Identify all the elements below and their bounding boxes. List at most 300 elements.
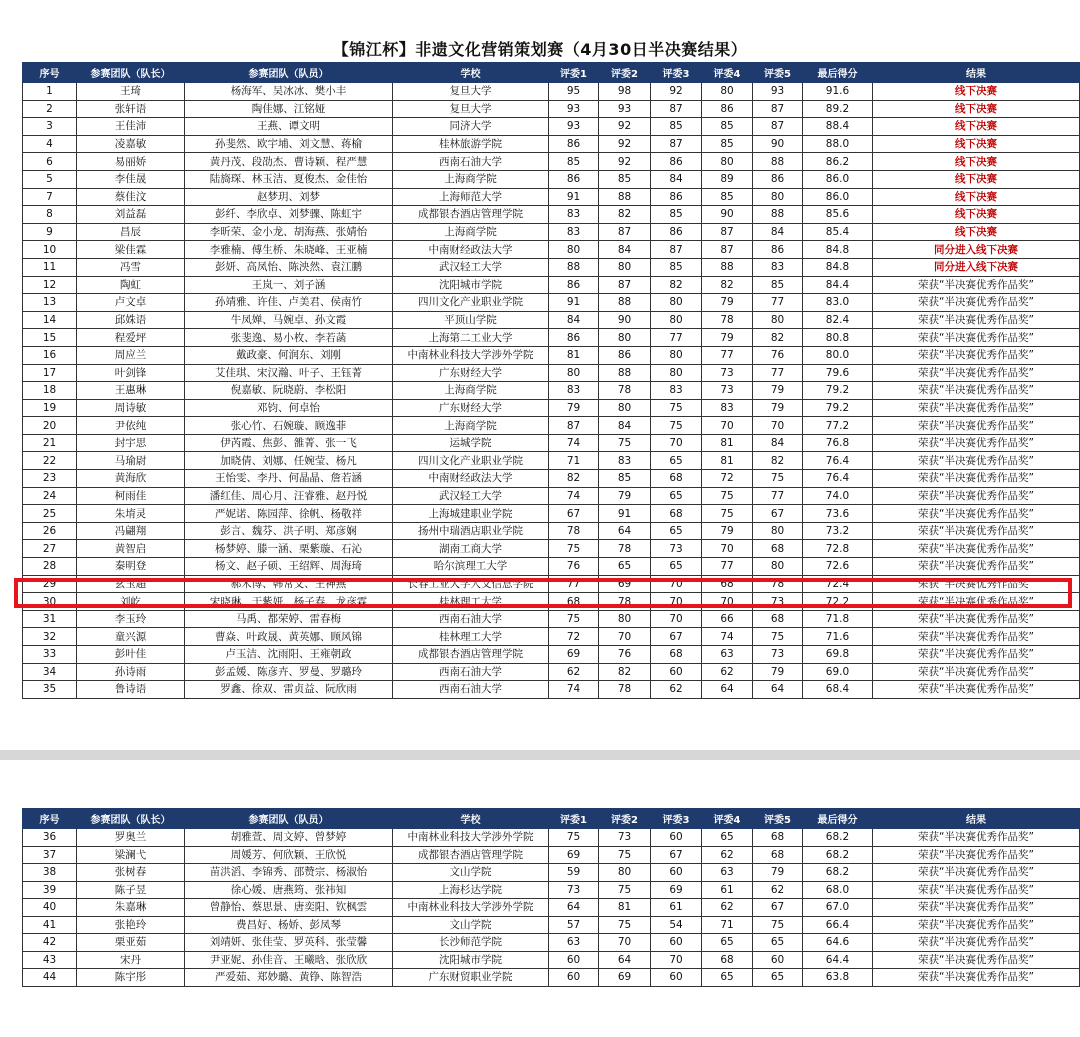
- cell-judge1: 87: [549, 417, 599, 435]
- cell-members: 张斐逸、易小枚、李若菡: [185, 329, 393, 347]
- cell-judge5: 84: [753, 223, 803, 241]
- page-separator: [0, 750, 1080, 760]
- cell-judge2: 75: [599, 434, 651, 452]
- cell-final-score: 91.6: [803, 83, 873, 101]
- cell-judge4: 80: [702, 83, 753, 101]
- cell-captain: 玄玉超: [77, 575, 185, 593]
- column-header-judge4: 评委4: [702, 63, 753, 83]
- cell-rank: 21: [23, 434, 77, 452]
- cell-result: 荣获“半决赛优秀作品奖”: [873, 399, 1080, 417]
- cell-rank: 3: [23, 118, 77, 136]
- cell-judge3: 65: [651, 558, 702, 576]
- cell-judge2: 98: [599, 83, 651, 101]
- cell-final-score: 64.4: [803, 951, 873, 969]
- cell-judge4: 62: [702, 846, 753, 864]
- cell-judge1: 75: [549, 610, 599, 628]
- cell-result: 荣获“半决赛优秀作品奖”: [873, 276, 1080, 294]
- cell-judge2: 78: [599, 681, 651, 699]
- cell-judge1: 91: [549, 188, 599, 206]
- cell-judge3: 85: [651, 258, 702, 276]
- cell-members: 王岚一、刘子涵: [185, 276, 393, 294]
- cell-rank: 35: [23, 681, 77, 699]
- cell-rank: 4: [23, 135, 77, 153]
- cell-judge1: 86: [549, 276, 599, 294]
- cell-judge5: 73: [753, 646, 803, 664]
- cell-result: 同分进入线下决赛: [873, 241, 1080, 259]
- cell-judge5: 83: [753, 258, 803, 276]
- cell-members: 赵梦玥、刘梦: [185, 188, 393, 206]
- cell-judge2: 75: [599, 846, 651, 864]
- cell-result: 荣获“半决赛优秀作品奖”: [873, 364, 1080, 382]
- cell-judge2: 91: [599, 505, 651, 523]
- cell-judge3: 80: [651, 311, 702, 329]
- table-row: [23, 916, 1080, 934]
- cell-members: 孙斐然、欧宇埔、刘文慧、蒋榆: [185, 135, 393, 153]
- table-row: [23, 610, 1080, 628]
- cell-captain: 彭叶佳: [77, 646, 185, 664]
- cell-members: 费昌好、杨娇、彭凤琴: [185, 916, 393, 934]
- cell-judge3: 87: [651, 241, 702, 259]
- cell-judge1: 73: [549, 881, 599, 899]
- cell-rank: 42: [23, 934, 77, 952]
- table-row: [23, 899, 1080, 917]
- table-row: [23, 294, 1080, 312]
- cell-result: 线下决赛: [873, 170, 1080, 188]
- cell-judge2: 83: [599, 452, 651, 470]
- cell-judge2: 80: [599, 610, 651, 628]
- cell-result: 荣获“半决赛优秀作品奖”: [873, 558, 1080, 576]
- cell-school: 上海城建职业学院: [393, 505, 549, 523]
- column-header-judge4: 评委4: [702, 809, 753, 829]
- cell-judge1: 71: [549, 452, 599, 470]
- cell-captain: 朱堉灵: [77, 505, 185, 523]
- cell-school: 上海师范大学: [393, 188, 549, 206]
- cell-judge1: 64: [549, 899, 599, 917]
- cell-judge5: 80: [753, 522, 803, 540]
- cell-judge3: 68: [651, 646, 702, 664]
- cell-result: 荣获“半决赛优秀作品奖”: [873, 881, 1080, 899]
- header-row-1: [23, 63, 1080, 83]
- table-row: [23, 593, 1080, 611]
- cell-judge2: 85: [599, 470, 651, 488]
- cell-judge5: 64: [753, 681, 803, 699]
- table-row: [23, 100, 1080, 118]
- cell-school: 同济大学: [393, 118, 549, 136]
- cell-judge4: 62: [702, 899, 753, 917]
- cell-school: 西南石油大学: [393, 663, 549, 681]
- cell-result: 荣获“半决赛优秀作品奖”: [873, 846, 1080, 864]
- table-row: [23, 241, 1080, 259]
- cell-rank: 29: [23, 575, 77, 593]
- column-header-judge3: 评委3: [651, 809, 702, 829]
- cell-judge3: 75: [651, 399, 702, 417]
- cell-judge2: 87: [599, 223, 651, 241]
- cell-school: 哈尔滨理工大学: [393, 558, 549, 576]
- cell-school: 沈阳城市学院: [393, 951, 549, 969]
- cell-judge2: 80: [599, 399, 651, 417]
- cell-result: 荣获“半决赛优秀作品奖”: [873, 522, 1080, 540]
- cell-school: 沈阳城市学院: [393, 276, 549, 294]
- cell-judge4: 89: [702, 170, 753, 188]
- cell-captain: 张艳玲: [77, 916, 185, 934]
- cell-rank: 23: [23, 470, 77, 488]
- cell-judge5: 80: [753, 188, 803, 206]
- cell-final-score: 89.2: [803, 100, 873, 118]
- cell-result: 线下决赛: [873, 135, 1080, 153]
- cell-rank: 14: [23, 311, 77, 329]
- cell-rank: 20: [23, 417, 77, 435]
- cell-judge4: 65: [702, 829, 753, 847]
- cell-judge4: 68: [702, 951, 753, 969]
- cell-result: 荣获“半决赛优秀作品奖”: [873, 294, 1080, 312]
- cell-judge1: 83: [549, 223, 599, 241]
- column-header-judge3: 评委3: [651, 63, 702, 83]
- column-header-judge5: 评委5: [753, 63, 803, 83]
- cell-judge4: 79: [702, 329, 753, 347]
- cell-judge2: 78: [599, 593, 651, 611]
- cell-rank: 44: [23, 969, 77, 987]
- cell-judge2: 93: [599, 100, 651, 118]
- column-header-members: 参赛团队（队员）: [185, 809, 393, 829]
- cell-judge5: 77: [753, 364, 803, 382]
- cell-judge5: 70: [753, 417, 803, 435]
- cell-final-score: 76.8: [803, 434, 873, 452]
- table-row: [23, 153, 1080, 171]
- header-row-2: [23, 809, 1080, 829]
- column-header-result: 结果: [873, 809, 1080, 829]
- cell-captain: 陶虹: [77, 276, 185, 294]
- cell-final-score: 69.0: [803, 663, 873, 681]
- cell-members: 宋晓琳、于紫妍、杨子春、龙彦霖: [185, 593, 393, 611]
- cell-judge1: 82: [549, 470, 599, 488]
- cell-judge4: 83: [702, 399, 753, 417]
- cell-members: 陆旖琛、林玉洁、夏俊杰、金佳怡: [185, 170, 393, 188]
- cell-final-score: 88.4: [803, 118, 873, 136]
- cell-judge5: 77: [753, 294, 803, 312]
- cell-result: 荣获“半决赛优秀作品奖”: [873, 417, 1080, 435]
- cell-members: 黄丹茂、段劭杰、曹诗颖、程严慧: [185, 153, 393, 171]
- cell-judge2: 85: [599, 170, 651, 188]
- cell-judge2: 73: [599, 829, 651, 847]
- cell-rank: 5: [23, 170, 77, 188]
- table-row: [23, 258, 1080, 276]
- column-header-judge1: 评委1: [549, 63, 599, 83]
- cell-result: 荣获“半决赛优秀作品奖”: [873, 470, 1080, 488]
- cell-judge4: 90: [702, 206, 753, 224]
- cell-judge3: 86: [651, 188, 702, 206]
- cell-final-score: 71.8: [803, 610, 873, 628]
- cell-judge4: 68: [702, 575, 753, 593]
- cell-members: 邓钧、何卓怡: [185, 399, 393, 417]
- cell-members: 罗鑫、徐双、雷贞益、阮欣雨: [185, 681, 393, 699]
- cell-judge3: 60: [651, 663, 702, 681]
- cell-members: 苗洪滔、李锦秀、邵赞宗、杨淑怡: [185, 864, 393, 882]
- cell-judge5: 88: [753, 153, 803, 171]
- cell-members: 彭纤、李欣卓、刘梦骤、陈虹宇: [185, 206, 393, 224]
- cell-members: 加晓倩、刘娜、任婉莹、杨凡: [185, 452, 393, 470]
- cell-judge4: 64: [702, 681, 753, 699]
- cell-members: 马禹、都荣婷、雷春梅: [185, 610, 393, 628]
- cell-judge4: 62: [702, 663, 753, 681]
- cell-judge3: 70: [651, 593, 702, 611]
- cell-rank: 2: [23, 100, 77, 118]
- cell-judge1: 62: [549, 663, 599, 681]
- table-row: [23, 934, 1080, 952]
- cell-rank: 25: [23, 505, 77, 523]
- cell-judge4: 81: [702, 434, 753, 452]
- cell-final-score: 72.8: [803, 540, 873, 558]
- cell-judge1: 80: [549, 241, 599, 259]
- table-body-1: [23, 83, 1080, 699]
- cell-final-score: 86.0: [803, 188, 873, 206]
- cell-judge1: 69: [549, 846, 599, 864]
- cell-judge5: 79: [753, 864, 803, 882]
- cell-final-score: 67.0: [803, 899, 873, 917]
- column-header-judge2: 评委2: [599, 809, 651, 829]
- cell-judge1: 84: [549, 311, 599, 329]
- table-row: [23, 311, 1080, 329]
- cell-result: 荣获“半决赛优秀作品奖”: [873, 934, 1080, 952]
- cell-final-score: 71.6: [803, 628, 873, 646]
- cell-final-score: 79.2: [803, 382, 873, 400]
- cell-school: 成都银杏酒店管理学院: [393, 646, 549, 664]
- cell-judge2: 69: [599, 575, 651, 593]
- cell-rank: 12: [23, 276, 77, 294]
- cell-members: 倪嘉敏、阮晓蔚、李松阳: [185, 382, 393, 400]
- cell-judge2: 88: [599, 188, 651, 206]
- cell-judge3: 65: [651, 487, 702, 505]
- table-row: [23, 864, 1080, 882]
- cell-judge4: 80: [702, 153, 753, 171]
- cell-judge2: 64: [599, 951, 651, 969]
- cell-judge4: 87: [702, 223, 753, 241]
- cell-judge3: 84: [651, 170, 702, 188]
- cell-judge4: 86: [702, 100, 753, 118]
- cell-judge1: 74: [549, 434, 599, 452]
- cell-rank: 24: [23, 487, 77, 505]
- column-header-judge5: 评委5: [753, 809, 803, 829]
- cell-judge4: 77: [702, 346, 753, 364]
- cell-judge1: 91: [549, 294, 599, 312]
- cell-rank: 34: [23, 663, 77, 681]
- cell-judge2: 81: [599, 899, 651, 917]
- cell-captain: 朱嘉琳: [77, 899, 185, 917]
- cell-judge3: 61: [651, 899, 702, 917]
- cell-members: 徐心媛、唐燕筠、张祎知: [185, 881, 393, 899]
- cell-members: 孙靖雅、许佳、卢美君、侯南竹: [185, 294, 393, 312]
- table-row: [23, 540, 1080, 558]
- column-header-judge1: 评委1: [549, 809, 599, 829]
- cell-judge3: 80: [651, 294, 702, 312]
- cell-result: 荣获“半决赛优秀作品奖”: [873, 382, 1080, 400]
- cell-judge5: 85: [753, 276, 803, 294]
- cell-members: 卢玉洁、沈雨阳、王雍朝政: [185, 646, 393, 664]
- cell-captain: 封宇思: [77, 434, 185, 452]
- cell-judge5: 73: [753, 593, 803, 611]
- cell-members: 尹亚妮、孙佳音、王曦晗、张欣欣: [185, 951, 393, 969]
- cell-members: 王怡雯、李丹、何晶晶、詹若涵: [185, 470, 393, 488]
- column-header-result: 结果: [873, 63, 1080, 83]
- cell-captain: 昌辰: [77, 223, 185, 241]
- cell-judge2: 76: [599, 646, 651, 664]
- cell-result: 荣获“半决赛优秀作品奖”: [873, 969, 1080, 987]
- cell-captain: 王惠琳: [77, 382, 185, 400]
- cell-judge2: 82: [599, 206, 651, 224]
- cell-judge3: 67: [651, 628, 702, 646]
- cell-judge4: 70: [702, 417, 753, 435]
- cell-final-score: 77.2: [803, 417, 873, 435]
- cell-final-score: 68.0: [803, 881, 873, 899]
- cell-judge5: 86: [753, 241, 803, 259]
- cell-rank: 32: [23, 628, 77, 646]
- cell-judge3: 86: [651, 223, 702, 241]
- cell-judge1: 74: [549, 487, 599, 505]
- cell-rank: 38: [23, 864, 77, 882]
- cell-final-score: 68.2: [803, 864, 873, 882]
- cell-final-score: 79.6: [803, 364, 873, 382]
- cell-judge3: 77: [651, 329, 702, 347]
- cell-judge4: 88: [702, 258, 753, 276]
- cell-rank: 6: [23, 153, 77, 171]
- cell-school: 广东财经大学: [393, 364, 549, 382]
- results-table-1: [22, 62, 1080, 699]
- table-row: [23, 663, 1080, 681]
- cell-school: 平顶山学院: [393, 311, 549, 329]
- cell-result: 线下决赛: [873, 153, 1080, 171]
- cell-school: 运城学院: [393, 434, 549, 452]
- cell-rank: 11: [23, 258, 77, 276]
- cell-judge4: 70: [702, 593, 753, 611]
- cell-judge5: 79: [753, 382, 803, 400]
- column-header-rank: 序号: [23, 809, 77, 829]
- cell-judge2: 70: [599, 934, 651, 952]
- cell-rank: 30: [23, 593, 77, 611]
- cell-judge4: 65: [702, 969, 753, 987]
- cell-captain: 叶剑锋: [77, 364, 185, 382]
- cell-judge1: 85: [549, 153, 599, 171]
- table-row: [23, 846, 1080, 864]
- cell-judge1: 86: [549, 329, 599, 347]
- cell-final-score: 86.0: [803, 170, 873, 188]
- cell-judge3: 60: [651, 829, 702, 847]
- cell-judge3: 60: [651, 864, 702, 882]
- cell-judge5: 84: [753, 434, 803, 452]
- table-row: [23, 881, 1080, 899]
- table-row: [23, 646, 1080, 664]
- cell-judge4: 85: [702, 118, 753, 136]
- cell-judge1: 93: [549, 118, 599, 136]
- cell-judge4: 72: [702, 470, 753, 488]
- cell-result: 荣获“半决赛优秀作品奖”: [873, 329, 1080, 347]
- cell-rank: 8: [23, 206, 77, 224]
- cell-final-score: 68.2: [803, 829, 873, 847]
- cell-result: 荣获“半决赛优秀作品奖”: [873, 311, 1080, 329]
- cell-judge4: 75: [702, 505, 753, 523]
- cell-judge3: 85: [651, 206, 702, 224]
- cell-captain: 刘益磊: [77, 206, 185, 224]
- cell-result: 荣获“半决赛优秀作品奖”: [873, 829, 1080, 847]
- cell-judge2: 80: [599, 329, 651, 347]
- cell-result: 荣获“半决赛优秀作品奖”: [873, 610, 1080, 628]
- cell-rank: 13: [23, 294, 77, 312]
- cell-rank: 37: [23, 846, 77, 864]
- cell-members: 王燕、谭文明: [185, 118, 393, 136]
- cell-judge5: 76: [753, 346, 803, 364]
- cell-final-score: 85.6: [803, 206, 873, 224]
- cell-members: 胡雅萱、周文婷、曾梦婷: [185, 829, 393, 847]
- cell-school: 武汉轻工大学: [393, 258, 549, 276]
- table-row: [23, 681, 1080, 699]
- cell-judge3: 80: [651, 346, 702, 364]
- cell-members: 周媛芳、何欣颖、王欣悦: [185, 846, 393, 864]
- cell-judge5: 68: [753, 540, 803, 558]
- cell-judge5: 87: [753, 100, 803, 118]
- cell-captain: 栗亚茹: [77, 934, 185, 952]
- cell-judge3: 60: [651, 969, 702, 987]
- cell-final-score: 86.2: [803, 153, 873, 171]
- cell-school: 西南石油大学: [393, 681, 549, 699]
- column-header-rank: 序号: [23, 63, 77, 83]
- cell-captain: 周应兰: [77, 346, 185, 364]
- results-table-2: [22, 808, 1080, 987]
- cell-captain: 卢文卓: [77, 294, 185, 312]
- cell-school: 桂林理工大学: [393, 593, 549, 611]
- cell-rank: 10: [23, 241, 77, 259]
- cell-judge2: 64: [599, 522, 651, 540]
- cell-judge1: 86: [549, 135, 599, 153]
- table-row: [23, 276, 1080, 294]
- cell-captain: 梁澜弋: [77, 846, 185, 864]
- cell-judge2: 78: [599, 540, 651, 558]
- cell-members: 伊芮霞、焦彭、雒菁、张一飞: [185, 434, 393, 452]
- table-row: [23, 206, 1080, 224]
- cell-school: 上海商学院: [393, 223, 549, 241]
- cell-final-score: 88.0: [803, 135, 873, 153]
- cell-judge2: 80: [599, 258, 651, 276]
- cell-final-score: 84.8: [803, 241, 873, 259]
- cell-school: 广东财贸职业学院: [393, 969, 549, 987]
- cell-result: 荣获“半决赛优秀作品奖”: [873, 681, 1080, 699]
- cell-judge2: 90: [599, 311, 651, 329]
- cell-final-score: 69.8: [803, 646, 873, 664]
- cell-captain: 张树春: [77, 864, 185, 882]
- cell-judge4: 78: [702, 311, 753, 329]
- cell-rank: 7: [23, 188, 77, 206]
- cell-judge2: 92: [599, 153, 651, 171]
- table-row: [23, 382, 1080, 400]
- cell-rank: 28: [23, 558, 77, 576]
- cell-rank: 39: [23, 881, 77, 899]
- cell-captain: 王佳沛: [77, 118, 185, 136]
- cell-final-score: 76.4: [803, 470, 873, 488]
- cell-members: 彭言、魏芬、洪子明、郑彦娴: [185, 522, 393, 540]
- cell-rank: 15: [23, 329, 77, 347]
- cell-judge4: 65: [702, 934, 753, 952]
- cell-judge1: 93: [549, 100, 599, 118]
- column-header-members: 参赛团队（队员）: [185, 63, 393, 83]
- cell-result: 同分进入线下决赛: [873, 258, 1080, 276]
- cell-final-score: 82.4: [803, 311, 873, 329]
- cell-rank: 27: [23, 540, 77, 558]
- cell-captain: 王琦: [77, 83, 185, 101]
- cell-judge4: 63: [702, 864, 753, 882]
- cell-rank: 1: [23, 83, 77, 101]
- cell-school: 中南林业科技大学涉外学院: [393, 829, 549, 847]
- cell-judge1: 72: [549, 628, 599, 646]
- cell-result: 荣获“半决赛优秀作品奖”: [873, 505, 1080, 523]
- cell-captain: 刘屹: [77, 593, 185, 611]
- cell-captain: 黄智启: [77, 540, 185, 558]
